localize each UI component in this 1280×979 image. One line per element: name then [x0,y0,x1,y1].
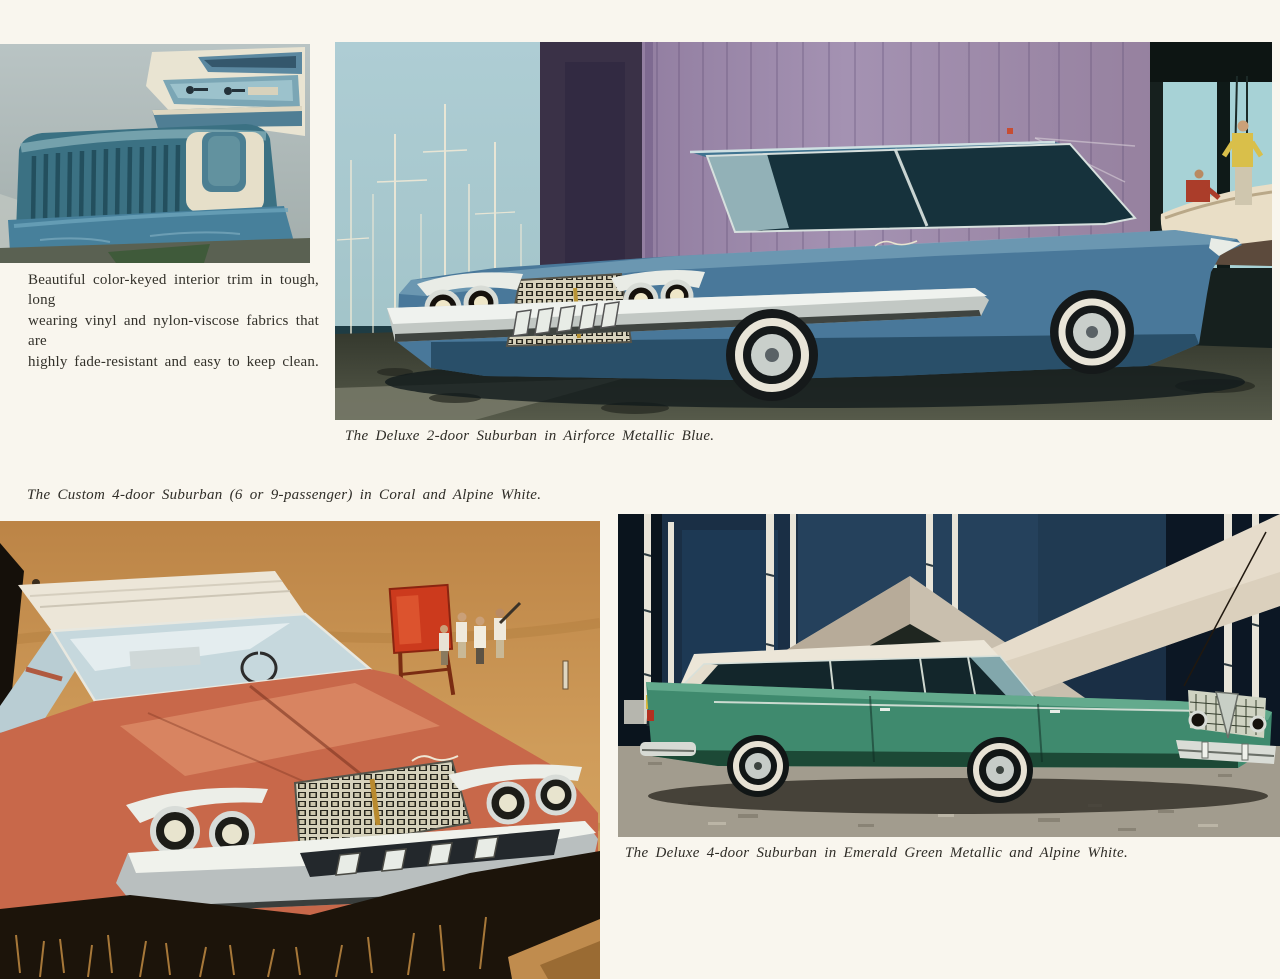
interior-trim-art [0,44,310,263]
green-suburban-caption: The Deluxe 4-door Suburban in Emerald Green Metallic and Alpine White. [625,845,1128,861]
interior-caption-line-2: wearing vinyl and nylon-viscose fabrics that are [28,312,319,350]
interior-caption-line-1: Beautiful color-keyed interior trim in tough, long [28,272,319,309]
blue-suburban-art [335,42,1272,420]
coral-suburban-illustration [0,521,600,979]
greenhouse [690,142,1135,232]
front-end [1176,690,1276,764]
coral-suburban-caption: The Custom 4-door Suburban (6 or 9-passenger) in Coral and Alpine White. [27,487,542,503]
interior-trim-photo [0,44,310,263]
interior-trim-caption [28,270,319,372]
green-suburban-art [618,514,1280,837]
green-suburban-illustration [618,514,1280,837]
blue-suburban-illustration [335,42,1272,420]
armrest [186,132,264,212]
rear-bumper [640,742,696,756]
coral-suburban-art [0,521,600,979]
interior-caption-line-3: highly fade-resistant and easy to keep clean. [28,353,319,370]
blue-suburban-caption: The Deluxe 2-door Suburban in Airforce Metallic Blue. [345,428,715,444]
bench-seat [8,124,294,252]
taillight [647,710,654,721]
door-panel [146,47,305,136]
